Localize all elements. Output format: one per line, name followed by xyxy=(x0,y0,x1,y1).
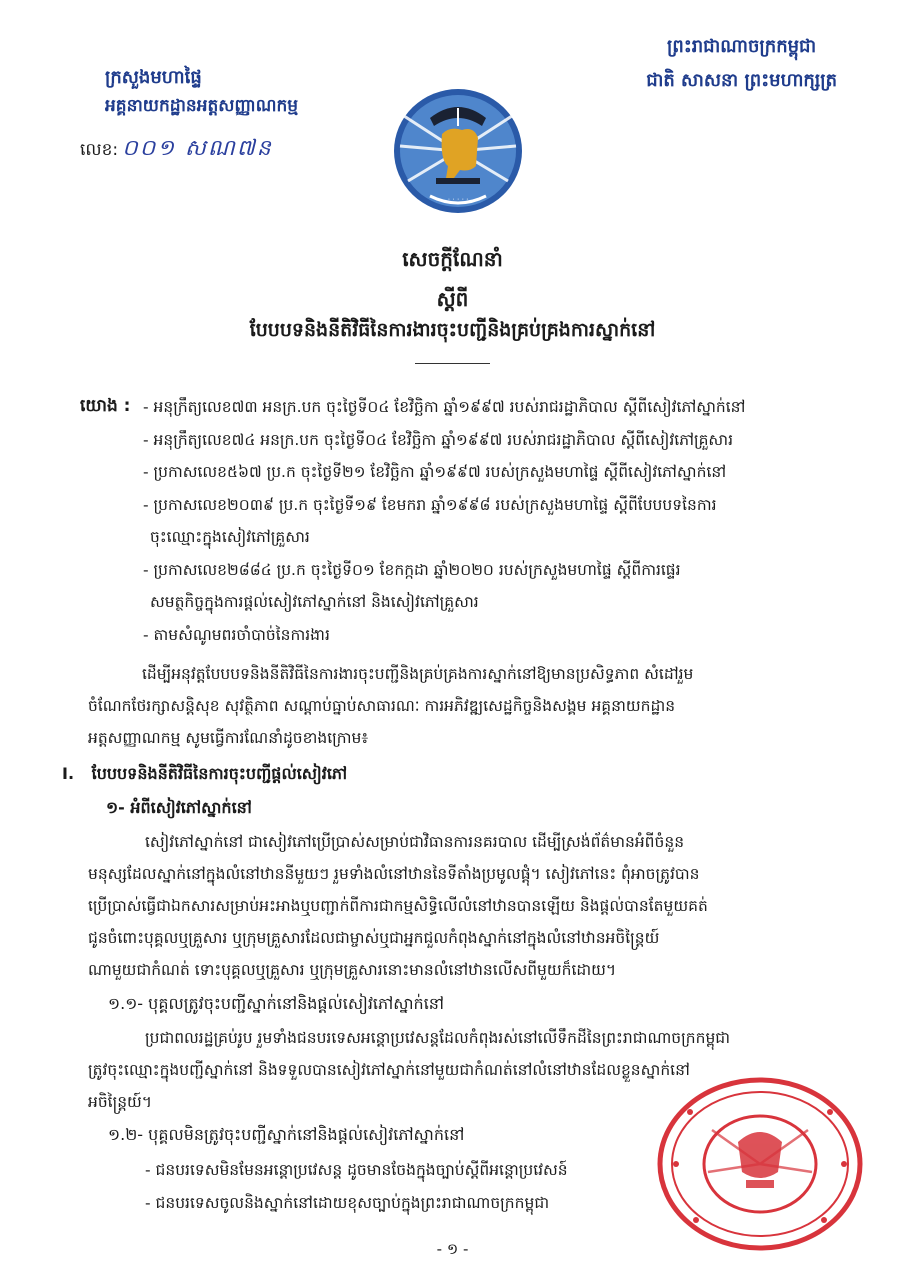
kingdom-header xyxy=(646,30,837,98)
bullet-line: - ជនបរទេសមិនមែនអន្តោប្រវេសន្ត ដូចមានចែងក្នុងច្បាប់ស្តីពីអន្តោប្រវេសន៍ xyxy=(145,1161,568,1179)
ministry-header xyxy=(105,64,298,120)
official-stamp xyxy=(650,1072,865,1252)
stamp-seal-icon xyxy=(650,1072,865,1252)
ministry-name: ក្រសួងមហាផ្ទៃ xyxy=(105,67,202,88)
subsection-heading: ១.១- បុគ្គលត្រូវចុះបញ្ជីស្នាក់នៅនិងផ្តល់សៀវភៅស្នាក់នៅ xyxy=(108,994,445,1013)
body-line: អចិន្ត្រៃយ៍។ xyxy=(88,1093,153,1111)
reference-item: - តាមសំណូមពរចាំបាច់នៃការងារ xyxy=(143,626,330,644)
section-heading xyxy=(62,763,347,787)
emblem-icon xyxy=(390,86,526,216)
intro-line: ដើម្បីអនុវត្តបែបបទនិងនីតិវិធីនៃការងារចុះបញ្ជីនិងគ្រប់គ្រងការស្នាក់នៅឱ្យមានប្រសិទ្ធភាព សំដៅរួម xyxy=(142,665,694,683)
reference-item: - ប្រកាសលេខ២៨៨៤ ប្រ.ក ចុះថ្ងៃទី០១ ខែកក្កដា ឆ្នាំ២០២០ របស់ក្រសួងមហាផ្ទៃ ស្តីពីការផ្ទេរ xyxy=(143,561,681,579)
document-subject: បែបបទនិងនីតិវិធីនៃការងារចុះបញ្ជីនិងគ្រប់គ្រងការស្នាក់នៅ xyxy=(249,319,656,341)
reference-item: - ប្រកាសលេខ២០៣៩ ប្រ.ក ចុះថ្ងៃទី១៩ ខែមករា ឆ្នាំ១៩៩៨ របស់ក្រសួងមហាផ្ទៃ ស្តីពីបែបបទនៃការ xyxy=(143,496,717,514)
body-line: ណាមួយជាកំណត់ ទោះបុគ្គលឬគ្រួសារ ឬក្រុមគ្រួសារនោះមានលំនៅឋានលើសពីមួយក៏ដោយ។ xyxy=(88,961,617,979)
body-line: ជូនចំពោះបុគ្គលឬគ្រួសារ ឬក្រុមគ្រួសារដែលជាម្ចាស់ឬជាអ្នកជួលកំពុងស្នាក់នៅក្នុងលំនៅឋានអចិន្ត្រៃយ៍ xyxy=(88,929,660,947)
reference-item-continued: ចុះឈ្មោះក្នុងសៀវភៅគ្រួសារ xyxy=(150,528,310,546)
title-divider xyxy=(415,363,490,364)
reference-label: លេខ: xyxy=(80,140,119,160)
body-line: ត្រូវចុះឈ្មោះក្នុងបញ្ជីស្នាក់នៅ និងទទួលបានសៀវភៅស្នាក់នៅមួយជាកំណត់នៅលំនៅឋានដែលខ្លួនស្នាក់នៅ xyxy=(88,1061,690,1079)
reference-item: - អនុក្រឹត្យលេខ៧៤ អនក្រ.បក ចុះថ្ងៃទី០៤ ខែវិច្ឆិកា ឆ្នាំ១៩៩៧ របស់រាជរដ្ឋាភិបាល ស្តីពីសៀវភៅគ្រួសារ xyxy=(143,431,734,449)
bullet-line: - ជនបរទេសចូលនិងស្នាក់នៅដោយខុសច្បាប់ក្នុងព្រះរាជាណាចក្រកម្ពុជា xyxy=(145,1194,550,1212)
department-name: អគ្គនាយកដ្ឋានអត្តសញ្ញាណកម្ម xyxy=(105,96,299,116)
references-label: យោង : xyxy=(80,396,131,416)
kingdom-name: ព្រះរាជាណាចក្រកម្ពុជា xyxy=(667,36,817,57)
body-line: សៀវភៅស្នាក់នៅ ជាសៀវភៅប្រើប្រាស់សម្រាប់ជាវិធានការនគរបាល ដើម្បីស្រង់ព័ត៌មានអំពីចំនួន xyxy=(145,833,685,851)
kingdom-motto: ជាតិ សាសនា ព្រះមហាក្សត្រ xyxy=(646,70,837,91)
reference-item: - ប្រកាសលេខ៥៦៧ ប្រ.ក ចុះថ្ងៃទី២១ ខែវិច្ឆិកា ឆ្នាំ១៩៩៧ របស់ក្រសួងមហាផ្ទៃ ស្តីពីសៀវភៅស្នាក់នៅ xyxy=(143,463,727,481)
reference-item: - អនុក្រឹត្យលេខ៧៣ អនក្រ.បក ចុះថ្ងៃទី០៤ ខែវិច្ឆិកា ឆ្នាំ១៩៩៧ របស់រាជរដ្ឋាភិបាល ស្តីពីសៀវភៅស្នាក់នៅ xyxy=(143,398,746,416)
title-connector: ស្តីពី xyxy=(436,287,469,311)
reference-item-continued: សមត្ថកិច្ចក្នុងការផ្តល់សៀវភៅស្នាក់នៅ និងសៀវភៅគ្រួសារ xyxy=(150,593,479,611)
document-title: សេចក្តីណែនាំ xyxy=(402,247,503,271)
section-title: បែបបទនិងនីតិវិធីនៃការចុះបញ្ជីផ្តល់សៀវភៅ xyxy=(91,764,348,783)
subsection-heading: ១.២- បុគ្គលមិនត្រូវចុះបញ្ជីស្នាក់នៅនិងផ្តល់សៀវភៅស្នាក់នៅ xyxy=(108,1125,465,1144)
emblem-logo xyxy=(390,86,526,216)
page-number: - ១ - xyxy=(436,1240,469,1258)
reference-number xyxy=(80,134,273,166)
subsection-heading: ១- អំពីសៀវភៅស្នាក់នៅ xyxy=(106,798,252,817)
svg-text:ᐧ ᐧ ᐧ ᐧ ᐧ: ᐧ ᐧ ᐧ ᐧ ᐧ xyxy=(447,195,469,204)
reference-value: ០០១ សណ៧ន xyxy=(122,136,273,161)
intro-line: ចំណែកថែរក្សាសន្តិសុខ សុវត្ថិភាព សណ្តាប់ធ្នាប់សាធារណៈ ការអភិវឌ្ឍសេដ្ឋកិច្ចនិងសង្គម អគ្គនាយកដ្ឋាន xyxy=(88,697,676,715)
intro-line: អត្តសញ្ញាណកម្ម សូមធ្វើការណែនាំដូចខាងក្រោម៖ xyxy=(88,729,369,747)
body-line: ប្រើប្រាស់ធ្វើជាឯកសារសម្រាប់អះអាងឬបញ្ជាក់ពីការជាកម្មសិទ្ធិលើលំនៅឋានបានឡើយ និងផ្តល់បានតែមួយគត់ xyxy=(88,897,708,915)
body-line: មនុស្សដែលស្នាក់នៅក្នុងលំនៅឋាននីមួយៗ រួមទាំងលំនៅឋាននៃទីតាំងប្រមូលផ្តុំ។ សៀវភៅនេះ ពុំអាចត្រូវបាន xyxy=(88,865,700,883)
body-line: ប្រជាពលរដ្ឋគ្រប់រូប រួមទាំងជនបរទេសអន្តោប្រវេសន្តដែលកំពុងរស់នៅលើទឹកដីនៃព្រះរាជាណាចក្រកម្ពុជា xyxy=(145,1029,731,1047)
section-number: I. xyxy=(62,764,75,783)
